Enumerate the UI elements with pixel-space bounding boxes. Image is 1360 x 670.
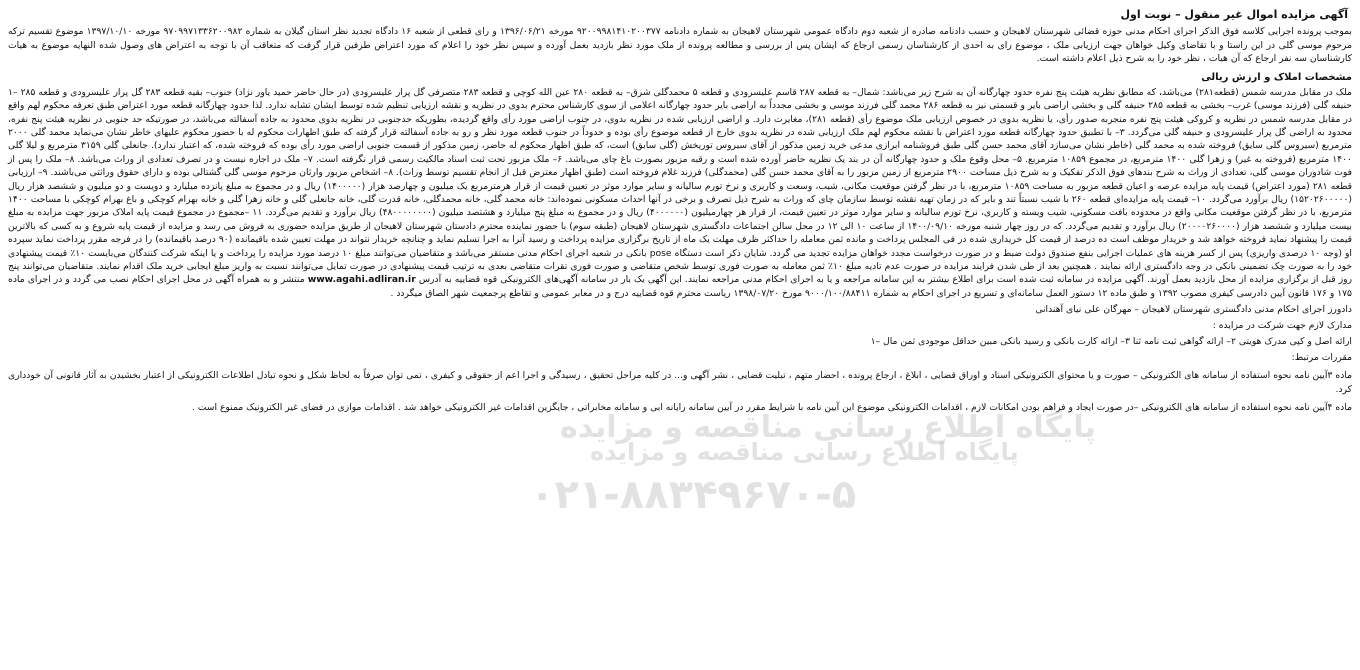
watermark-phone: ۰۲۱-۸۸۳۴۹۶۷۰-۵ — [530, 472, 857, 518]
watermark-line-2: پایگاه اطلاع رسانی مناقصه و مزایده — [590, 438, 1019, 466]
regulation-article-4: ماده ۴آیین نامه نحوه استفاده از سامانه های الکترونیکی –در صورت ایجاد و فراهم بودن امکانات لازم ، اقدامات الکترونیکی موضوع این آیین نامه با شرایط مقرر در آیین سامانه رایانه ابی و سامانه مخابراتی ، جایگزین اقدامات غیر الکترونیکی خواهد شد . اقدامات موازی در فضای غیر الکترونیک ممنوع است . — [191, 402, 1352, 414]
regulations-heading: مقررات مرتبط: — [1291, 352, 1352, 364]
watermark-line-1: پایگاه اطلاع رسانی مناقصه و مزایده — [560, 410, 1096, 445]
website-link[interactable]: www.agahi.adliran.ir — [307, 274, 416, 286]
property-description-tail: منتشر و به همراه آگهی در محل اجرای احکام نصب می گردد و در اجرای ماده ۱۷۵ و ۱۷۶ قانون آیین دادرسی کیفری مصوب ۱۳۹۲ و طبق ماده ۱۲ دستور العمل سامانه‌ای و تسریع در اجرای احکام به شماره ۹۰۰۰/۱۰۰/۸۸۴۱۱ مورخ ۱۳۹۸/۰۷/۲۰ ریاست محترم قوه قضاییه درج و در معابر عمومی و تقاطع پرجمعیت شهر الصاق میگردد . — [8, 274, 1352, 299]
signature-line: دادورز اجرای احکام مدنی دادگستری شهرستان لاهیجان – مهرگان علی نیای آهندانی — [1035, 304, 1352, 316]
property-description-text: ملک در مقابل مدرسه شمس (قطعه۲۸۱) می‌باشد، که مطابق نظریه هیئت پنج نفره حدود چهارگانه آن به شرح زیر می‌باشد: شمال– به قطعه ۲۸۷ قاسم علیسرودی و قطعه ۵ محمدگلی شرق– به قطعه ۲۸۰ عین الله کوچی و قطعه ۲۸۳ متصرفی گل پرار علیسرودی (در حال حاضر حمید یاور نژاد) جنوب– بقیه قطعه ۲۸۳ گل پرار علیسرودی و قطعه ۲۸۵ –۱ حنیفه گلی (فرزند موسی) غرب– بخشی به قطعه ۲۸۵ حنیفه گلی و بخشی اراضی بایر و قسمتی نیز به قطعه ۲۸۶ محمد گلی فرزند موسی و بخشی مجدداً به اراضی بایر حدود چهارگانه اعلامی از سوی کارشناس محترم بدوی در نظریه و نقشه ارزیابی تنظیم شده توسط ایشان تشابه ندارد. لذا حدود چهارگانه قطعه مورد اعتراض طبق تعرفه محکوم لهم واقع در مقابل مدرسه شمس در نظریه و کروکی هیئت پنج نفره منجربه صدور رأی، یا نظریه بدوی در خصوص ارزیابی ملک موضوع رأی (قطعه ۲۸۱)، مغایرت دارد. و اراضی ارزیابی شده در نظریه بدوی، در جنوب اراضی مورد رأی واقع گردیده، بطوریکه حدجنوبی در نظریه بدوی محدود به جاده آسفالته می‌باشد، در صورتیکه حد جنوبی در نظریه هیئت پنج نفره، محدود به اراضی گل پرار علیسرودی و حنیفه گلی می‌گردد. ۳– با تطبیق حدود چهارگانه قطعه مورد اعتراض با نقشه محکوم لهم ملک ارزیابی شده در نظریه بدوی خارج از قطعه موضوع رأی بوده و حدوداً در جنوب قطعه مورد نظر و رو به جاده آسفالته قرار گرفته که طبق اظهارات محکوم له با حضور محکوم علیهای خاطر نشان می‌نماید محمد گلی ۲۰۰۰ مترمربع (سیروس گلی سایق) فروخته شده به محمد گلی (خاطر نشان می‌سازد آقای محمد حسن گلی طبق فروشنامه ابرازی مدعی خرید زمین مذکور از آقای سیروس توریخش (گلی سابق) است، که طبق اظهار محکوم له حاضر، زمین مذکور از قسمت جنوبی اراضی مورد رأی بوده که فروخته شده، که اعتبار ندارد). جانعلی گلی ۳۱۵۹ مترمربع و لیلا گلی ۱۴۰۰ مترمربع (فروخته به غیر) و زهرا گلی ۱۴۰۰ مترمربع، در مجموع ۱۰۸۵۹ مترمربع. ۵– محل وقوع ملک و حدود چهارگانه آن در بند یک نظریه حاضر آورده شده است و رقبه مزبور بصورت باغ چای می‌باشد. ۶– ملک مزبور تحت ثبت اسناد مالکیت رسمی قرار نگرفته است. ۷– ملک در اجاره نیست و در تصرف تعدادی از وراث می‌باشد. ۸– ملک را پس از فوت شادوران موسی گلی، تعدادی از وراث به شرح بندهای فوق الذکر تفکیک و به شرح ذیل مساحت ۲۹۰۰ مترمربع از زمین مزبور را به آقای محمد حسن گلی (محمدگلی) فرزند غلام فروخته است (طبق اظهار معترض قبل از انجام تقسیم توسط وراث). ۸– اشخاص مزبور وارثان مرحوم موسی گلی گشتالی بوده و دارای حقوق وراثتی می‌باشند. ۹– ارزیابی قطعه ۲۸۱ (مورد اعتراض) قیمت پایه مزایده عرصه و اعیان قطعه مزبور به مساحت ۱۰۸۵۹ مترمربع، با در نظر گرفتن موقعیت مکانی، شیب، وسعت و کاربری و نرخ تورم سالیانه و سایر موارد موثر در تعیین قیمت از قرار هرمترمربع یک میلیون و چهارصد هزار (۱۴۰۰۰۰۰) ریال و در مجموع به مبلغ پانزده میلیارد و دویست و دو میلیون و ششصد هزار ریال (۱۵۲۰۲۶۰۰۰۰۰) ریال برآورد می‌گردد. ۱۰– قیمت پایه مزایده‌ای قطعه ۲۶۰ با شیب نسبتاً تند و بایر که در زمان تهیه نقشه توسط سازمان چای که وراث به شرح ذیل تصرف و برخی در آنها احداث مسکونی نموده‌اند: خانه محمد گلی، خانه محمدگلی، خانه قدرت گلی، خانه جانعلی گلی و خانه زهرا گلی و خانه بهرام کوچکی و باغ بهرام کوچکی با مساحت ۱۴۰۰ مترمربع، با در نظر گرفتن موقعیت مکانی واقع در محدوده بافت مسکونی، شیب ویسته و کاربری، نرخ تورم سالیانه و سایر موارد موثر در تعیین قیمت، از قرار هر چهارمیلیون (۴۰۰۰۰۰۰) ریال و در مجموع به مبلغ پنج میلیارد و هشتصد میلیون (۴۸۰۰۰۰۰۰۰۰) ریال برآورد و تقدیم می‌گردد. ۱۱ –مجموع در مجموع قیمت پایه املاک مزبور جهت مزایده به مبلغ بیست میلیارد و ششصد هزار (۲۰۰۰۰۲۶۰۰۰۰) ریال برآورد و تقدیم می‌گردد. که در روز چهار شنبه مورخه ۱۴۰۰/۰۹/۱۰ از ساعت ۱۰ الی ۱۲ در محل سالن اجتماعات دادگستری شهرستان لاهیجان (طبقه سوم) با حضور نماینده محترم دادستان شهرستان لاهیجان از طریق مزایده حضوری به فروش می رسد و مزایده از قیمت پایه شروع و به کسی که بالاترین قیمت را پیشنهاد نماید فروخته خواهد شد و خریدار موظف است ده درصد از قیمت کل خریداری شده در فی المجلس پرداخت و مانده ثمن معامله را حداکثر ظرف مهلت یک ماه از تاریخ برگزاری مزایده پرداخت و رسید آنرا به اجرا تسلیم نماید و چنانچه خریدار نتواند در مهلت تعیین شده باقیمانده (۹۰ درصد باقیمانده) را در فرجه مقرر پرداخت نماید سپرده او (وجه ۱۰ درصدی واریزی) پس از کسر هزینه های عملیات اجرایی بنفع صندوق دولت ضبط و در صورت درخواست مجدد خواهان مزایده تجدید می گردد. شایان ذکر است دستگاه pose بانکی در شعبه اجرای احکام مدنی مستقر می‌باشد و متقاضیان می‌توانند مبلغ ۱۰ درصد مورد مزایده را پرداخت و یا اینکه شرکت کنندگان می‌بایست ۱۰٪ قیمت پیشنهادی خود را به صورت چک تضمینی بانکی در وجه دادگستری ارائه نمایند . همچنین بعد از طی شدن فرایند مزایده در صورت عدم تادیه مبلغ ۱۰٪ ثمن معامله به صورت فوری توسط شخص متقاضی و صورت فوری تقرات متقاضی بعدی به ترتیب قیمت پیشنهادی در صورت تمایل می‌توانند نسبت به واریز مبلغ ایجابی خرید ملک اقدام نمایند. متقاضیان می‌توانند پنج روز قبل از برگزاری مزایده از محل بازدید بعمل آورند. آگهی مزایده در سامانه ثبت شده است برای اطلاع بیشتر به این سامانه مراجعه و یا به اجرای احکام مدنی مراجعه نمایند. این آگهی یک بار در سامانه آگهی‌های الکترونیکی قوه قضاییه به آدرس — [8, 86, 1353, 286]
documents-list: ارائه اصل و کپی مدرک هویتی ۲– ارائه گواهی ثبت نامه ثنا ۳– ارائه کارت بانکی و رسید بانکی مبین حداقل موجودی ثمن مال –۱ — [870, 336, 1352, 348]
documents-heading: مدارک لازم جهت شرکت در مزایده : — [1212, 320, 1352, 332]
regulation-article-3: ماده ۳آیین نامه نحوه استفاده از سامانه های الکترونیکی – صورت و یا محتوای الکترونیکی اسناد و اوراق قضایی ، ابلاغ ، ارجاع پرونده ، احضار متهم ، تبلیت قضایی ، نشر آگهی و... در کلیه مراحل تحقیق ، رسیدگی و اجرا اعم از حقوقی و کیفری ، تمی توان صرفاً به لحاظ شکل و نحوه تبادل اطلاعات الکترونیکی از اعتبار بخشیدن به آثار قانونی آن خودداری کرد. — [8, 370, 1353, 396]
notice-title: آگهی مزایده اموال غیر منقول – نوبت اول — [1120, 8, 1348, 21]
property-description — [8, 86, 1352, 301]
property-section-heading: مشخصات املاک و ارزش ریالی — [1201, 71, 1352, 83]
intro-paragraph: بموجب پرونده اجرایی کلاسه فوق الذکر اجرای احکام مدنی حوزه قضائی شهرستان لاهیجان و حسب دادنامه صادره از شعبه دوم دادگاه عمومی شهرستان لاهیجان به شماره دادنامه ۹۲۰۰۹۹۸۱۴۱۰۲۰۰۳۷۷ مورخه ۱۳۹۶/۰۶/۲۱ و رای قطعی از شعبه ۱۶ دادگاه تجدید نظر استان گیلان به شماره ۹۷۰۹۹۷۱۳۳۶۲۰۰۹۸۲ مورخه ۱۳۹۷/۱۰/۱۰ موضوع تقسیم ترکه مرحوم موسی گلی در این راستا و با تقاضای وکیل خواهان جهت ارزیابی ملک ، موضوع رای به احدی از کارشناسان رسمی ارجاع که ایشان پس از بررسی و مطالعه پرونده از ملک مورد نظر بازدید بعمل آورده و سپس نظر خود را اعلام که مورد اعتراض طرفین قرار گرفت که متعاقب آن با توجه به اعتراض های وصول شده النهایه موضوع به هیات کارشناسان سه نفر ارجاع که آن هیات ، نظر خود را به شرح ذیل اعلام داشته است. — [8, 26, 1352, 65]
